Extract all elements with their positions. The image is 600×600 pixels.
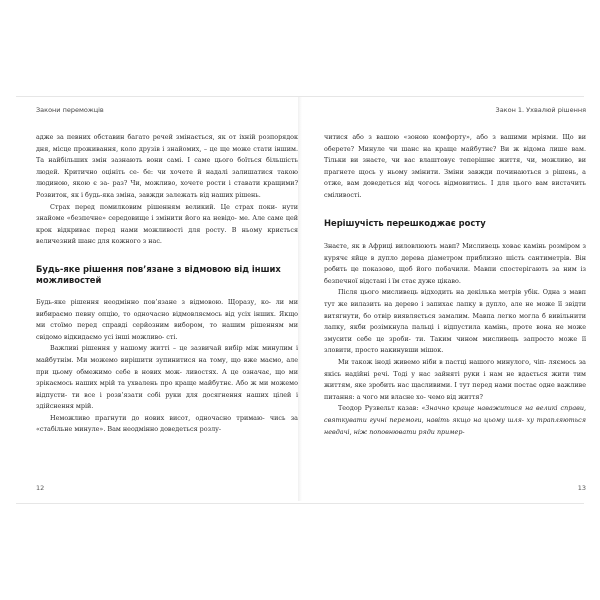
paragraph: Ми також іноді живемо ніби в пастці нашого минулого, чіп- ляємось за якісь надійні речі. Тоді у нас зайняті руки і нам не вдається жити тим життям, яке зробить нас щасливими. І тут перед нами постає одне важливе питання: а чого ми власне хо- чемо від життя?: [324, 358, 586, 401]
quote: «Значно краще наважитися на великі справи, святкувати гучні перемоги, навіть якщо на цьому шля- ху трапляються невдачі, ніж поповнювати ряди пример-: [324, 404, 586, 436]
right-page: [324, 96, 586, 502]
paragraph: адже за певних обставин багато речей змінається, як от іхній розпорядок дня, місце проживання, коло друзів і знайомих, – це ще може стати іншим. Та найбільших змін зазнають вони самі. І саме цього боїться більшість людей. Критично оцініть се- бе: чи хочете й надалі залишатися такою людиною, якою є за- раз? Чи, можливо, хочете рости і ставати кращими? Розвиток, як і будь-яка зміна, завжди залежать від наших рішень.: [36, 133, 298, 199]
paragraph: Неможливо прагнути до нових висот, одночасно тримаю- чись за «стабільне минуле». Вам неодмінно доведеться розлу-: [36, 413, 298, 434]
section-heading: Нерішучість перешкоджає росту: [324, 217, 486, 228]
paragraph: Будь-яке рішення неодмінно пов’язане з відмовою. Щоразу, ко- ли ми вибираємо певну опцію, то одночасно відмовляємось від усіх інших. Якщо ми стоїмо перед справді серйозним вибором, то нашим рішенням ми свідомо відкидаємо усі інші можливо- сті.: [36, 297, 298, 341]
book-gutter: [298, 97, 302, 501]
running-head: Закони переможців: [36, 106, 104, 114]
page-body: [36, 132, 298, 436]
left-page: [36, 96, 298, 502]
paragraph: Важливі рішення у нашому житті – це зазвичай вибір між минулим і майбутнім. Ми можемо вирішити зупинитися на тому, що вже маємо, але при цьому обмежимо себе в нових мож- ливостях. А це означає, що ми зрікаємось наших мрій та ухвалень про краще майбутнє. Або ж ми можемо відпусти- ти все і розв’язати собі руки для досягнення наших цілей і здійснення мрій.: [36, 344, 298, 411]
page-number: 13: [577, 484, 586, 492]
running-head: Закон 1. Ухвалюй рішення: [495, 106, 586, 114]
paragraph: читися або з вашою «зоною комфорту», або з вашими мріями. Що ви оберете? Минуле чи шанс на краще майбутнє? Ви ж відома лише вам. Тільки ви знаєте, чи вас влаштовує теперішнє життя, чи, можливо, ви прагнете щось у ньому змінити. Зміни завжди починаються з рішень, а отже, вам доведеться від чогось відмовитись. І для цього вам вистачить сміливості.: [324, 133, 586, 199]
paragraph: [324, 403, 586, 438]
paragraph: Після цього мисливець відходить на декілька метрів убік. Одна з мавп тут же вилазить на дерево і запихає лапку в дупло, але не може її звідти витягнути, бо отвір виявляється замалим. Мавпа легко могла б вивільнити лапку, якби розімкнула пальці і відпустила камінь, проте вона не може змусити себе це зроби- ти. Таким чином мисливець запросто може її зловити, просто накинувши мішок.: [324, 288, 586, 355]
paragraph-lead: Теодор Рузвельт казав:: [338, 404, 422, 413]
page-body: [324, 132, 586, 438]
paragraph: Страх перед помилковим рішенням великий. Це страх поки- нути знайоме «безпечне» середовище і змінити його на невідо- ме. Але саме цей крок відкриває перед нами можливості для росту. В ньому криється величезний шанс для кожного з нас.: [36, 202, 298, 246]
paragraph: Знаєте, як в Африці виловлюють мавп? Мисливець ховає камінь розміром з курячє яйце в дупло дерева діаметром приблизно шість сантиметрів. Він робить це показово, щоб його побачили. Мавпи спостерігають за ним із безпечної відстані і їм стає дуже цікаво.: [324, 242, 586, 285]
page-number: 12: [36, 484, 45, 492]
section-heading: Будь-яке рішення пов’язане з відмовою від інших можливостей: [36, 263, 281, 286]
